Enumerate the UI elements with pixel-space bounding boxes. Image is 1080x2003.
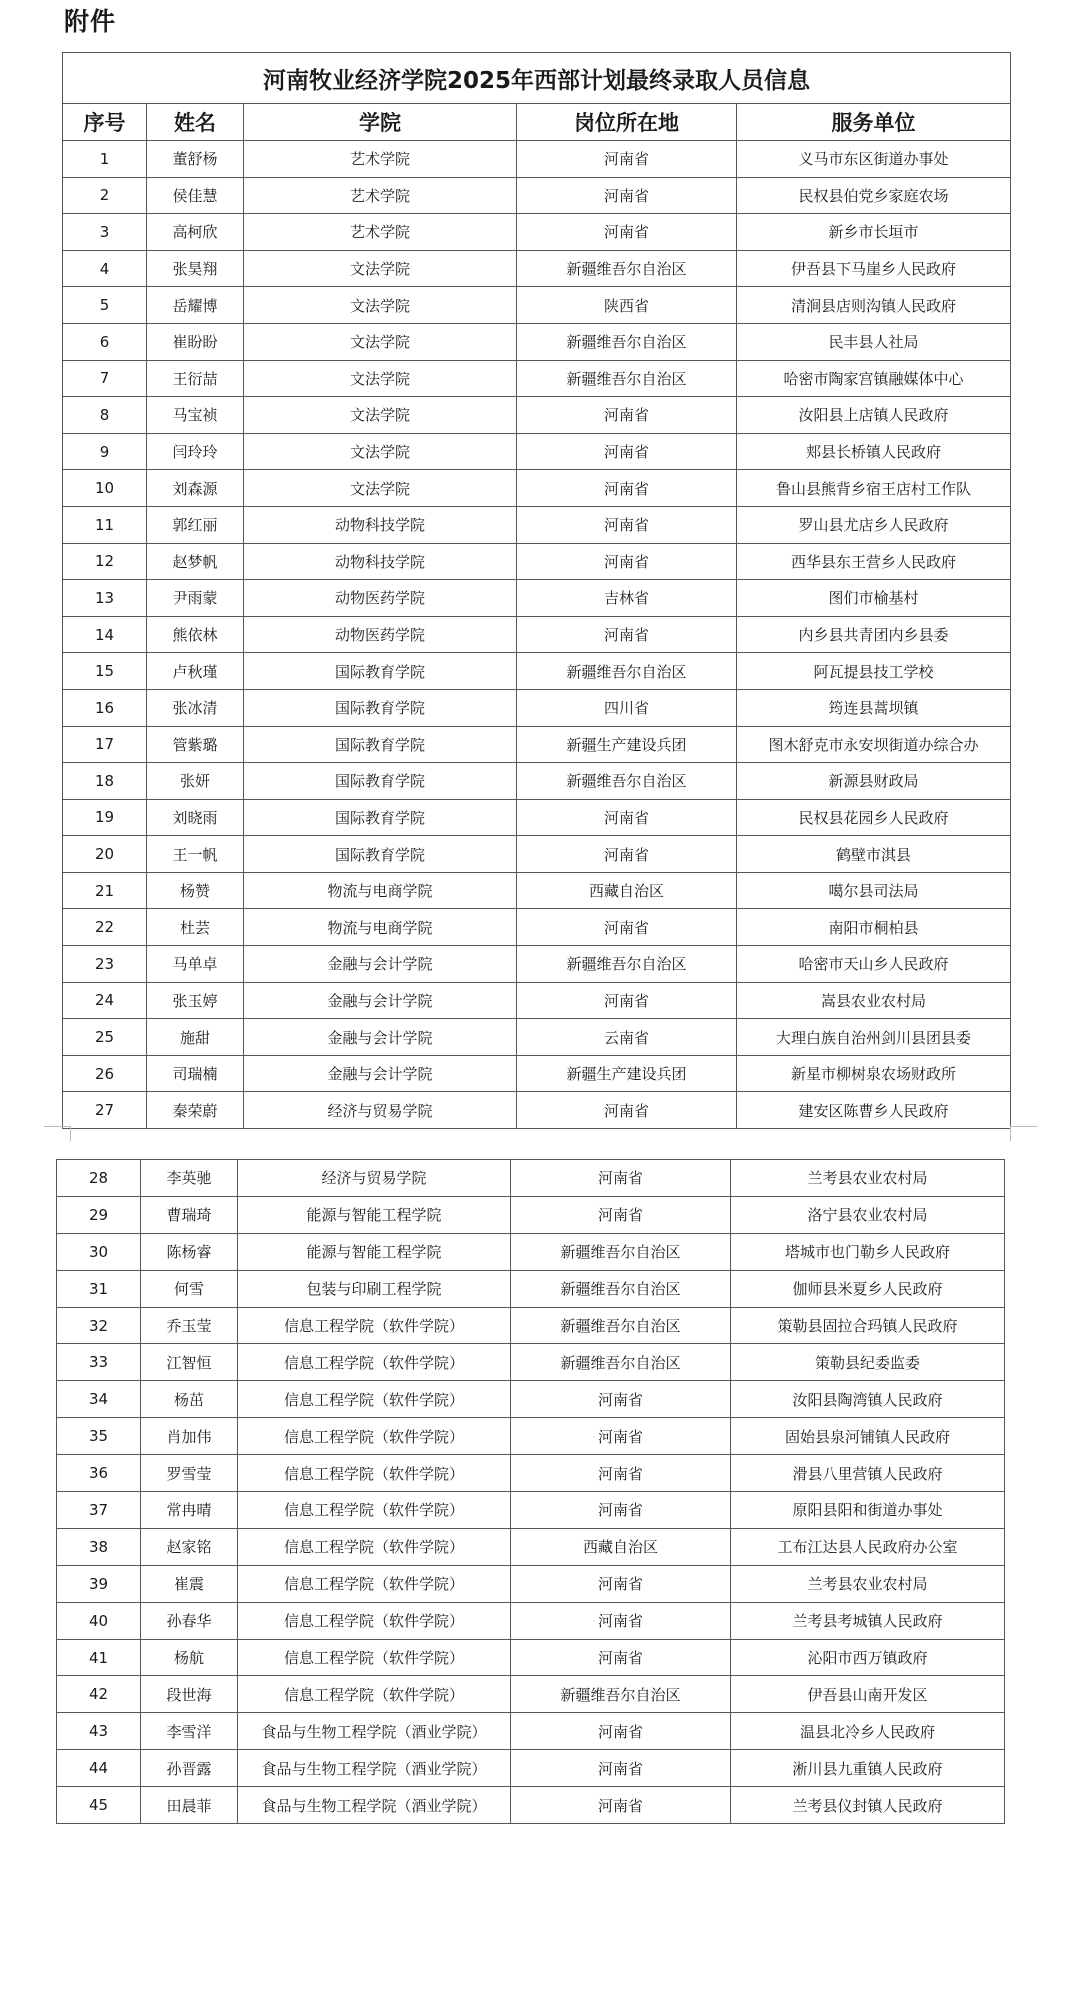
cell-service-unit: 西华县东王营乡人民政府 xyxy=(737,543,1011,580)
cell-location: 河南省 xyxy=(517,616,737,653)
cell-location: 河南省 xyxy=(517,506,737,543)
cell-college: 物流与电商学院 xyxy=(244,872,517,909)
cell-location: 新疆维吾尔自治区 xyxy=(517,323,737,360)
cell-service-unit: 民权县伯党乡家庭农场 xyxy=(737,177,1011,214)
cell-index: 23 xyxy=(63,946,147,983)
cell-index: 25 xyxy=(63,1019,147,1056)
table-row xyxy=(63,982,1011,1019)
cell-college: 能源与智能工程学院 xyxy=(238,1233,511,1270)
cell-location: 云南省 xyxy=(517,1019,737,1056)
table-row xyxy=(63,360,1011,397)
cell-name: 岳耀博 xyxy=(147,287,244,324)
table-row xyxy=(57,1528,1005,1565)
table-row xyxy=(57,1455,1005,1492)
cell-college: 动物医药学院 xyxy=(244,616,517,653)
cell-name: 崔盼盼 xyxy=(147,323,244,360)
cell-index: 13 xyxy=(63,580,147,617)
cell-college: 国际教育学院 xyxy=(244,726,517,763)
cell-index: 27 xyxy=(63,1092,147,1129)
cell-index: 5 xyxy=(63,287,147,324)
table-row xyxy=(63,214,1011,251)
cell-name: 王一帆 xyxy=(147,836,244,873)
cell-service-unit: 阿瓦提县技工学校 xyxy=(737,653,1011,690)
cell-service-unit: 鹤壁市淇县 xyxy=(737,836,1011,873)
cell-index: 26 xyxy=(63,1055,147,1092)
table-row xyxy=(63,836,1011,873)
cell-college: 信息工程学院（软件学院） xyxy=(238,1307,511,1344)
attachment-label: 附件 xyxy=(64,7,117,36)
cell-name: 王衍喆 xyxy=(147,360,244,397)
cell-service-unit: 兰考县农业农村局 xyxy=(731,1565,1005,1602)
cell-index: 37 xyxy=(57,1492,141,1529)
table-row xyxy=(63,726,1011,763)
cell-service-unit: 图们市榆基村 xyxy=(737,580,1011,617)
cell-service-unit: 清涧县店则沟镇人民政府 xyxy=(737,287,1011,324)
cell-index: 18 xyxy=(63,763,147,800)
cell-location: 新疆维吾尔自治区 xyxy=(517,653,737,690)
table-row xyxy=(63,1019,1011,1056)
cell-college: 国际教育学院 xyxy=(244,653,517,690)
cell-index: 10 xyxy=(63,470,147,507)
cell-service-unit: 大理白族自治州剑川县团县委 xyxy=(737,1019,1011,1056)
cell-location: 新疆维吾尔自治区 xyxy=(511,1676,731,1713)
table-row xyxy=(63,799,1011,836)
cell-service-unit: 郏县长桥镇人民政府 xyxy=(737,433,1011,470)
cell-college: 食品与生物工程学院（酒业学院） xyxy=(238,1787,511,1824)
cell-index: 17 xyxy=(63,726,147,763)
cell-college: 信息工程学院（软件学院） xyxy=(238,1602,511,1639)
cell-name: 侯佳慧 xyxy=(147,177,244,214)
cell-college: 艺术学院 xyxy=(244,214,517,251)
cell-location: 河南省 xyxy=(517,214,737,251)
cell-index: 28 xyxy=(57,1160,141,1197)
cell-college: 信息工程学院（软件学院） xyxy=(238,1418,511,1455)
cell-location: 河南省 xyxy=(511,1381,731,1418)
table-row xyxy=(57,1418,1005,1455)
cell-location: 新疆维吾尔自治区 xyxy=(517,250,737,287)
cell-service-unit: 汝阳县上店镇人民政府 xyxy=(737,397,1011,434)
cell-index: 45 xyxy=(57,1787,141,1824)
cell-college: 文法学院 xyxy=(244,433,517,470)
cell-location: 四川省 xyxy=(517,689,737,726)
cell-college: 国际教育学院 xyxy=(244,763,517,800)
cell-index: 34 xyxy=(57,1381,141,1418)
cell-college: 信息工程学院（软件学院） xyxy=(238,1528,511,1565)
admission-table-part-1 xyxy=(62,52,1011,1129)
cell-service-unit: 民权县花园乡人民政府 xyxy=(737,799,1011,836)
cell-index: 6 xyxy=(63,323,147,360)
header-name: 姓名 xyxy=(147,104,244,141)
cell-college: 国际教育学院 xyxy=(244,836,517,873)
table-row xyxy=(63,653,1011,690)
table-row xyxy=(63,763,1011,800)
table-row xyxy=(63,616,1011,653)
cell-name: 乔玉莹 xyxy=(141,1307,238,1344)
page-crop-mark-right xyxy=(1010,1126,1037,1141)
cell-name: 刘森源 xyxy=(147,470,244,507)
cell-college: 国际教育学院 xyxy=(244,799,517,836)
cell-service-unit: 民丰县人社局 xyxy=(737,323,1011,360)
cell-college: 信息工程学院（软件学院） xyxy=(238,1492,511,1529)
cell-service-unit: 滑县八里营镇人民政府 xyxy=(731,1455,1005,1492)
cell-location: 新疆维吾尔自治区 xyxy=(517,946,737,983)
cell-location: 河南省 xyxy=(517,470,737,507)
cell-location: 陕西省 xyxy=(517,287,737,324)
cell-index: 30 xyxy=(57,1233,141,1270)
cell-service-unit: 义马市东区街道办事处 xyxy=(737,141,1011,178)
cell-location: 西藏自治区 xyxy=(517,872,737,909)
cell-service-unit: 新乡市长垣市 xyxy=(737,214,1011,251)
cell-name: 秦荣蔚 xyxy=(147,1092,244,1129)
cell-college: 信息工程学院（软件学院） xyxy=(238,1676,511,1713)
table-row xyxy=(63,323,1011,360)
cell-service-unit: 哈密市天山乡人民政府 xyxy=(737,946,1011,983)
table-row xyxy=(63,543,1011,580)
cell-name: 赵家铭 xyxy=(141,1528,238,1565)
cell-name: 施甜 xyxy=(147,1019,244,1056)
cell-service-unit: 沁阳市西万镇政府 xyxy=(731,1639,1005,1676)
table-row xyxy=(63,946,1011,983)
cell-index: 42 xyxy=(57,1676,141,1713)
table-row xyxy=(63,141,1011,178)
table-row xyxy=(57,1676,1005,1713)
cell-name: 张玉婷 xyxy=(147,982,244,1019)
table-row xyxy=(63,433,1011,470)
cell-service-unit: 固始县泉河铺镇人民政府 xyxy=(731,1418,1005,1455)
cell-location: 河南省 xyxy=(511,1639,731,1676)
table-row xyxy=(63,287,1011,324)
table-row xyxy=(63,580,1011,617)
cell-service-unit: 原阳县阳和街道办事处 xyxy=(731,1492,1005,1529)
table-row xyxy=(57,1307,1005,1344)
cell-college: 动物医药学院 xyxy=(244,580,517,617)
cell-service-unit: 南阳市桐柏县 xyxy=(737,909,1011,946)
cell-college: 信息工程学院（软件学院） xyxy=(238,1565,511,1602)
cell-service-unit: 罗山县尤店乡人民政府 xyxy=(737,506,1011,543)
cell-service-unit: 兰考县仪封镇人民政府 xyxy=(731,1787,1005,1824)
cell-service-unit: 内乡县共青团内乡县委 xyxy=(737,616,1011,653)
cell-college: 经济与贸易学院 xyxy=(238,1160,511,1197)
header-location: 岗位所在地 xyxy=(517,104,737,141)
cell-location: 新疆维吾尔自治区 xyxy=(517,360,737,397)
cell-index: 22 xyxy=(63,909,147,946)
table-row xyxy=(63,872,1011,909)
cell-location: 河南省 xyxy=(511,1160,731,1197)
cell-service-unit: 伊吾县下马崖乡人民政府 xyxy=(737,250,1011,287)
cell-location: 河南省 xyxy=(511,1492,731,1529)
cell-location: 吉林省 xyxy=(517,580,737,617)
cell-name: 刘晓雨 xyxy=(147,799,244,836)
cell-name: 管紫璐 xyxy=(147,726,244,763)
cell-college: 金融与会计学院 xyxy=(244,1019,517,1056)
cell-name: 熊依林 xyxy=(147,616,244,653)
cell-college: 文法学院 xyxy=(244,287,517,324)
table-row xyxy=(57,1713,1005,1750)
cell-location: 河南省 xyxy=(517,909,737,946)
cell-service-unit: 兰考县考城镇人民政府 xyxy=(731,1602,1005,1639)
cell-name: 司瑞楠 xyxy=(147,1055,244,1092)
cell-location: 新疆生产建设兵团 xyxy=(517,726,737,763)
cell-location: 河南省 xyxy=(511,1196,731,1233)
cell-index: 31 xyxy=(57,1270,141,1307)
cell-name: 张妍 xyxy=(147,763,244,800)
cell-index: 12 xyxy=(63,543,147,580)
cell-college: 文法学院 xyxy=(244,250,517,287)
cell-name: 高柯欣 xyxy=(147,214,244,251)
cell-name: 罗雪莹 xyxy=(141,1455,238,1492)
cell-location: 河南省 xyxy=(517,799,737,836)
cell-location: 河南省 xyxy=(517,397,737,434)
table-row xyxy=(63,1055,1011,1092)
cell-location: 河南省 xyxy=(511,1713,731,1750)
cell-name: 尹雨蒙 xyxy=(147,580,244,617)
cell-index: 40 xyxy=(57,1602,141,1639)
cell-service-unit: 策勒县固拉合玛镇人民政府 xyxy=(731,1307,1005,1344)
cell-location: 河南省 xyxy=(517,177,737,214)
cell-location: 新疆维吾尔自治区 xyxy=(511,1270,731,1307)
cell-location: 河南省 xyxy=(517,982,737,1019)
cell-index: 2 xyxy=(63,177,147,214)
cell-service-unit: 哈密市陶家宫镇融媒体中心 xyxy=(737,360,1011,397)
cell-index: 29 xyxy=(57,1196,141,1233)
cell-location: 河南省 xyxy=(511,1418,731,1455)
cell-service-unit: 兰考县农业农村局 xyxy=(731,1160,1005,1197)
table-row xyxy=(57,1270,1005,1307)
admission-table-part-2 xyxy=(56,1159,1005,1824)
cell-index: 33 xyxy=(57,1344,141,1381)
cell-index: 41 xyxy=(57,1639,141,1676)
table-row xyxy=(63,1092,1011,1129)
table-row xyxy=(57,1344,1005,1381)
cell-name: 段世海 xyxy=(141,1676,238,1713)
cell-name: 田晨菲 xyxy=(141,1787,238,1824)
table-row xyxy=(57,1381,1005,1418)
cell-name: 董舒杨 xyxy=(147,141,244,178)
cell-service-unit: 建安区陈曹乡人民政府 xyxy=(737,1092,1011,1129)
cell-index: 11 xyxy=(63,506,147,543)
header-college: 学院 xyxy=(244,104,517,141)
table-row xyxy=(57,1233,1005,1270)
cell-college: 经济与贸易学院 xyxy=(244,1092,517,1129)
cell-location: 河南省 xyxy=(511,1787,731,1824)
cell-location: 西藏自治区 xyxy=(511,1528,731,1565)
cell-index: 20 xyxy=(63,836,147,873)
cell-service-unit: 图木舒克市永安坝街道办综合办 xyxy=(737,726,1011,763)
cell-index: 7 xyxy=(63,360,147,397)
cell-location: 河南省 xyxy=(511,1750,731,1787)
cell-college: 文法学院 xyxy=(244,470,517,507)
cell-location: 河南省 xyxy=(517,141,737,178)
table-row xyxy=(57,1196,1005,1233)
cell-college: 信息工程学院（软件学院） xyxy=(238,1639,511,1676)
cell-location: 河南省 xyxy=(517,433,737,470)
cell-index: 35 xyxy=(57,1418,141,1455)
cell-college: 包装与印刷工程学院 xyxy=(238,1270,511,1307)
cell-college: 文法学院 xyxy=(244,397,517,434)
cell-name: 孙春华 xyxy=(141,1602,238,1639)
cell-college: 信息工程学院（软件学院） xyxy=(238,1455,511,1492)
cell-service-unit: 伽师县米夏乡人民政府 xyxy=(731,1270,1005,1307)
table-row xyxy=(57,1160,1005,1197)
cell-college: 金融与会计学院 xyxy=(244,982,517,1019)
table-row xyxy=(57,1602,1005,1639)
cell-index: 44 xyxy=(57,1750,141,1787)
cell-index: 21 xyxy=(63,872,147,909)
cell-name: 李英驰 xyxy=(141,1160,238,1197)
cell-college: 文法学院 xyxy=(244,323,517,360)
cell-name: 杨茁 xyxy=(141,1381,238,1418)
cell-name: 闫玲玲 xyxy=(147,433,244,470)
table-header-row xyxy=(63,104,1011,141)
cell-name: 张昊翔 xyxy=(147,250,244,287)
cell-name: 曹瑞琦 xyxy=(141,1196,238,1233)
cell-college: 文法学院 xyxy=(244,360,517,397)
table-row xyxy=(63,177,1011,214)
cell-name: 常冉晴 xyxy=(141,1492,238,1529)
table-row xyxy=(57,1492,1005,1529)
cell-index: 24 xyxy=(63,982,147,1019)
table-row xyxy=(63,506,1011,543)
cell-name: 张冰清 xyxy=(147,689,244,726)
cell-college: 信息工程学院（软件学院） xyxy=(238,1344,511,1381)
cell-index: 38 xyxy=(57,1528,141,1565)
table-row xyxy=(63,470,1011,507)
cell-college: 食品与生物工程学院（酒业学院） xyxy=(238,1750,511,1787)
cell-location: 河南省 xyxy=(517,1092,737,1129)
cell-name: 郭红丽 xyxy=(147,506,244,543)
cell-college: 动物科技学院 xyxy=(244,543,517,580)
cell-index: 1 xyxy=(63,141,147,178)
cell-college: 金融与会计学院 xyxy=(244,1055,517,1092)
cell-index: 32 xyxy=(57,1307,141,1344)
cell-college: 金融与会计学院 xyxy=(244,946,517,983)
cell-college: 物流与电商学院 xyxy=(244,909,517,946)
cell-service-unit: 洛宁县农业农村局 xyxy=(731,1196,1005,1233)
cell-service-unit: 工布江达县人民政府办公室 xyxy=(731,1528,1005,1565)
cell-location: 新疆维吾尔自治区 xyxy=(511,1344,731,1381)
cell-service-unit: 策勒县纪委监委 xyxy=(731,1344,1005,1381)
header-service-unit: 服务单位 xyxy=(737,104,1011,141)
cell-index: 3 xyxy=(63,214,147,251)
cell-index: 43 xyxy=(57,1713,141,1750)
cell-location: 河南省 xyxy=(517,836,737,873)
cell-location: 新疆维吾尔自治区 xyxy=(511,1233,731,1270)
cell-service-unit: 温县北冷乡人民政府 xyxy=(731,1713,1005,1750)
cell-index: 16 xyxy=(63,689,147,726)
cell-location: 河南省 xyxy=(511,1602,731,1639)
cell-college: 信息工程学院（软件学院） xyxy=(238,1381,511,1418)
cell-service-unit: 新星市柳树泉农场财政所 xyxy=(737,1055,1011,1092)
cell-college: 动物科技学院 xyxy=(244,506,517,543)
table-row xyxy=(57,1787,1005,1824)
cell-college: 艺术学院 xyxy=(244,177,517,214)
cell-service-unit: 嵩县农业农村局 xyxy=(737,982,1011,1019)
cell-service-unit: 汝阳县陶湾镇人民政府 xyxy=(731,1381,1005,1418)
header-index: 序号 xyxy=(63,104,147,141)
table-row xyxy=(57,1639,1005,1676)
cell-index: 15 xyxy=(63,653,147,690)
cell-index: 19 xyxy=(63,799,147,836)
cell-name: 赵梦帆 xyxy=(147,543,244,580)
table-row xyxy=(63,909,1011,946)
cell-index: 9 xyxy=(63,433,147,470)
cell-name: 马单卓 xyxy=(147,946,244,983)
table-row xyxy=(63,689,1011,726)
cell-name: 陈杨睿 xyxy=(141,1233,238,1270)
table-row xyxy=(57,1565,1005,1602)
cell-name: 杨航 xyxy=(141,1639,238,1676)
cell-college: 艺术学院 xyxy=(244,141,517,178)
cell-college: 能源与智能工程学院 xyxy=(238,1196,511,1233)
cell-location: 河南省 xyxy=(511,1455,731,1492)
cell-service-unit: 淅川县九重镇人民政府 xyxy=(731,1750,1005,1787)
cell-service-unit: 伊吾县山南开发区 xyxy=(731,1676,1005,1713)
cell-name: 孙晋露 xyxy=(141,1750,238,1787)
cell-name: 李雪洋 xyxy=(141,1713,238,1750)
cell-name: 何雪 xyxy=(141,1270,238,1307)
cell-location: 新疆维吾尔自治区 xyxy=(511,1307,731,1344)
cell-location: 河南省 xyxy=(511,1565,731,1602)
cell-service-unit: 新源县财政局 xyxy=(737,763,1011,800)
cell-index: 36 xyxy=(57,1455,141,1492)
cell-name: 杜芸 xyxy=(147,909,244,946)
cell-service-unit: 噶尔县司法局 xyxy=(737,872,1011,909)
cell-college: 国际教育学院 xyxy=(244,689,517,726)
cell-college: 食品与生物工程学院（酒业学院） xyxy=(238,1713,511,1750)
cell-location: 新疆生产建设兵团 xyxy=(517,1055,737,1092)
cell-location: 新疆维吾尔自治区 xyxy=(517,763,737,800)
cell-name: 肖加伟 xyxy=(141,1418,238,1455)
table-row xyxy=(63,250,1011,287)
cell-index: 8 xyxy=(63,397,147,434)
cell-index: 4 xyxy=(63,250,147,287)
table-row xyxy=(57,1750,1005,1787)
cell-location: 河南省 xyxy=(517,543,737,580)
cell-name: 江智恒 xyxy=(141,1344,238,1381)
table-title: 河南牧业经济学院2025年西部计划最终录取人员信息 xyxy=(63,53,1011,104)
page-crop-mark-left xyxy=(44,1126,71,1141)
cell-name: 杨赞 xyxy=(147,872,244,909)
cell-service-unit: 鲁山县熊背乡宿王店村工作队 xyxy=(737,470,1011,507)
cell-name: 崔震 xyxy=(141,1565,238,1602)
cell-index: 14 xyxy=(63,616,147,653)
cell-service-unit: 塔城市也门勒乡人民政府 xyxy=(731,1233,1005,1270)
cell-index: 39 xyxy=(57,1565,141,1602)
cell-service-unit: 筠连县蒿坝镇 xyxy=(737,689,1011,726)
cell-name: 卢秋瑾 xyxy=(147,653,244,690)
cell-name: 马宝祯 xyxy=(147,397,244,434)
table-row xyxy=(63,397,1011,434)
